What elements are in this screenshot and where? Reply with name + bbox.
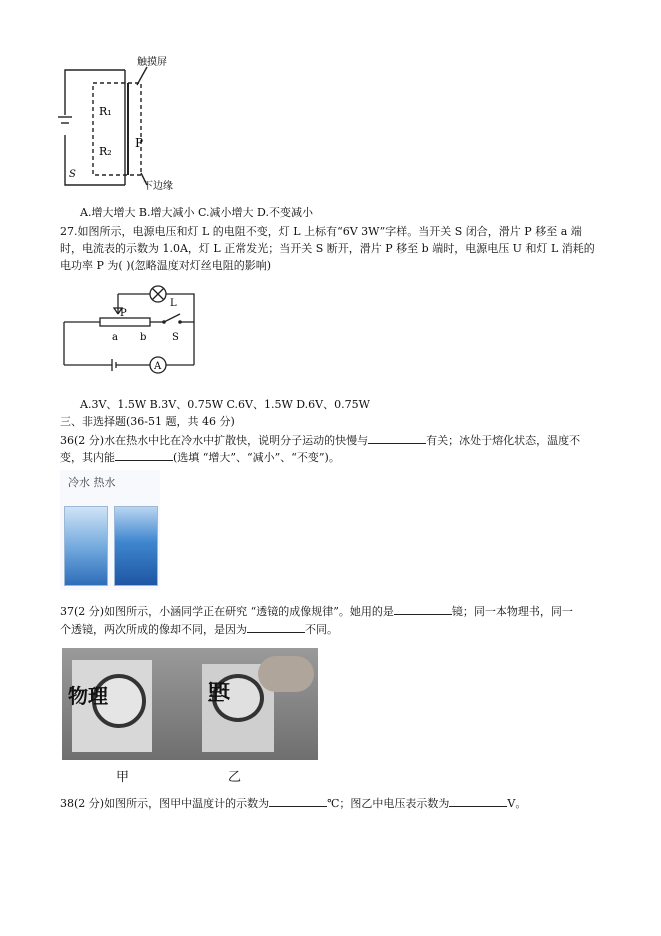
touchscreen-circuit-diagram	[55, 55, 195, 195]
ammeter-label: A	[154, 361, 162, 372]
q36-text-1a: 36(2 分)水在热水中比在冷水中扩散快，说明分子运动的快慢与	[60, 434, 369, 447]
q36-text-2b: (选填 “增大”、“减小”、“不变”)。	[173, 451, 340, 464]
q36-line1	[60, 433, 580, 448]
q36-line2	[60, 450, 340, 465]
q38-text-a: 38(2 分)如图所示，图甲中温度计的示数为	[60, 797, 270, 810]
book-right-title: 理	[208, 680, 231, 706]
q26-options: A.增大增大 B.增大减小 C.减小增大 D.不变减小	[80, 206, 313, 219]
caption-jia: 甲	[116, 770, 130, 785]
q38-text-b: ℃；图乙中电压表示数为	[327, 797, 450, 810]
r1-label: R₁	[99, 105, 112, 118]
q37-line1	[60, 604, 573, 619]
lamp-rheostat-circuit-diagram	[60, 280, 200, 385]
caption-yi: 乙	[228, 770, 242, 785]
q27-line2: 时，电流表的示数为 1.0A，灯 L 正常发光；当开关 S 断开，滑片 P 移至 b 端时，电源电压 U 和灯 L 消耗的	[60, 242, 595, 255]
cold-water-glass	[64, 506, 108, 586]
q38-line	[60, 796, 526, 811]
q36-text-2a: 变，其内能	[60, 451, 115, 464]
q38-blank-2	[449, 796, 507, 807]
lower-edge-label: 下边缘	[143, 181, 173, 192]
switch-s-label: S	[172, 332, 179, 343]
q36-blank-1	[368, 433, 426, 444]
slider-p-label: P	[120, 308, 127, 319]
q37-text-2a: 个透镜，两次所成的像却不同，是因为	[60, 623, 247, 636]
photo-caption: 冷水 热水	[68, 476, 116, 489]
r2-label: R₂	[99, 145, 112, 158]
q37-text-2b: 不同。	[305, 623, 338, 636]
q38-blank-1	[269, 796, 327, 807]
q36-text-1b: 有关；冰处于熔化状态，温度不	[426, 434, 581, 447]
diffusion-photo	[60, 470, 160, 590]
q27-line1: 27.如图所示，电源电压和灯 L 的电阻不变，灯 L 上标有“6V 3W”字样。当开关 S 闭合，滑片 P 移至 a 端	[60, 225, 582, 238]
touchscreen-label: 触摸屏	[137, 57, 167, 68]
q37-line2	[60, 622, 338, 637]
hand-shape	[258, 656, 314, 692]
q36-blank-2	[115, 450, 173, 461]
lens-photo	[62, 648, 318, 760]
q37-blank-2	[247, 622, 305, 633]
q27-options: A.3V、1.5W B.3V、0.75W C.6V、1.5W D.6V、0.75W	[80, 398, 370, 411]
terminal-b-label: b	[140, 332, 147, 343]
q37-blank-1	[394, 604, 452, 615]
q38-text-c: V。	[507, 797, 527, 810]
p-label: P	[135, 136, 144, 150]
q37-text-1a: 37(2 分)如图所示，小涵同学正在研究 “透镜的成像规律”。她用的是	[60, 605, 394, 618]
q27-line3: 电功率 P 为( )(忽略温度对灯丝电阻的影响)	[60, 259, 272, 272]
book-left-title: 物理	[68, 684, 108, 708]
terminal-a-label: a	[112, 332, 118, 343]
q37-text-1b: 镜；同一本物理书，同一	[451, 605, 573, 618]
lamp-l-label: L	[170, 298, 177, 309]
switch-s-label: S	[69, 169, 76, 180]
section-3-heading: 三、非选择题(36-51 题，共 46 分)	[60, 415, 235, 428]
hot-water-glass	[114, 506, 158, 586]
